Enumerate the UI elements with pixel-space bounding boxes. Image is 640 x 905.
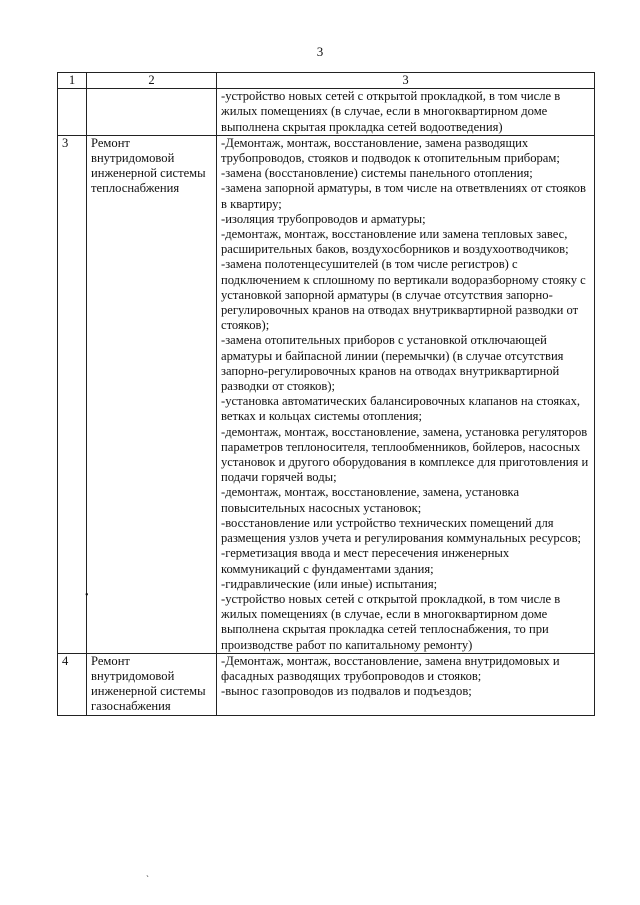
- scan-mark-dot: •: [85, 590, 89, 601]
- work-item: -изоляция трубопроводов и арматуры;: [221, 211, 426, 226]
- row-number: [58, 89, 87, 136]
- work-item: -замена запорной арматуры, в том числе на ответвлениях от стояков в квартиру;: [221, 181, 587, 211]
- row-description: [217, 653, 595, 715]
- work-item: -герметизация ввода и мест пересечения инженерных коммуникаций с фундаментами здания;: [221, 546, 510, 576]
- row-title: Ремонт внутридомовой инженерной системы газоснабжения: [87, 653, 217, 715]
- page-number: 3: [316, 44, 324, 59]
- work-item: -устройство новых сетей с открытой прокладкой, в том числе в жилых помещениях (в случае, если в многоквартирном доме выполнена скрытая прокладка сетей теплоснабжения, то при производстве работ по капитальному ремонту): [221, 591, 561, 652]
- row-number: 3: [58, 135, 87, 653]
- scan-mark-footer: `: [146, 874, 149, 884]
- row-title: [87, 89, 217, 136]
- header-col-3: 3: [217, 73, 595, 89]
- table-row-gas: [58, 653, 595, 715]
- table-row-heating: [58, 135, 595, 653]
- header-col-2: 2: [87, 73, 217, 89]
- work-item: -замена (восстановление) системы панельного отопления;: [221, 166, 533, 181]
- work-item: -вынос газопроводов из подвалов и подъездов;: [221, 684, 472, 699]
- work-item: -замена полотенцесушителей (в том числе регистров) с подключением к сплошному по вертикали водоразборному стояку с установкой запорной арматуры (в случае отсутствия запорно-регулировочных кранов на отводах внутриквартирной разводки от стояков);: [221, 257, 586, 333]
- work-item: -демонтаж, монтаж, восстановление или замена тепловых завес, расширительных баков, воздухосборников и воздухоотводчиков;: [221, 227, 569, 257]
- row-description: [217, 135, 595, 653]
- works-table: [57, 72, 595, 716]
- work-item: -Демонтаж, монтаж, восстановление, замена разводящих трубопроводов, стояков и подводок к отопительным приборам;: [221, 135, 560, 166]
- work-item: -установка автоматических балансировочных клапанов на стояках, ветках и кольцах системы отопления;: [221, 394, 581, 424]
- work-item: -восстановление или устройство технических помещений для размещения узлов учета и регулирования коммунальных ресурсов;: [221, 515, 582, 546]
- work-item: -Демонтаж, монтаж, восстановление, замена внутридомовых и фасадных разводящих трубопроводов и стояков;: [221, 653, 560, 683]
- work-item: -демонтаж, монтаж, восстановление, замена, установка повысительных насосных установок;: [221, 485, 520, 515]
- row-title: Ремонт внутридомовой инженерной системы теплоснабжения: [87, 135, 217, 653]
- header-col-1: 1: [58, 73, 87, 89]
- row-description: [217, 89, 595, 136]
- table-header-row: [58, 73, 595, 89]
- work-item: -демонтаж, монтаж, восстановление, замена, установка регуляторов параметров теплоносителя, теплообменников, бойлеров, насосных установок и другого оборудования в комплексе для приготовления и подачи горячей воды;: [221, 424, 589, 485]
- work-item: -замена отопительных приборов с установкой отключающей арматуры и байпасной линии (перемычки) (в случае отсутствия запорно-регулировочных кранов на отводах внутриквартирной разводки от стояков);: [221, 333, 564, 394]
- table-row-continuation: [58, 89, 595, 136]
- work-item: -устройство новых сетей с открытой прокладкой, в том числе в жилых помещениях (в случае, если в многоквартирном доме выполнена скрытая прокладка сетей водоотведения): [221, 89, 561, 134]
- row-number: 4: [58, 653, 87, 715]
- work-item: -гидравлические (или иные) испытания;: [221, 576, 438, 591]
